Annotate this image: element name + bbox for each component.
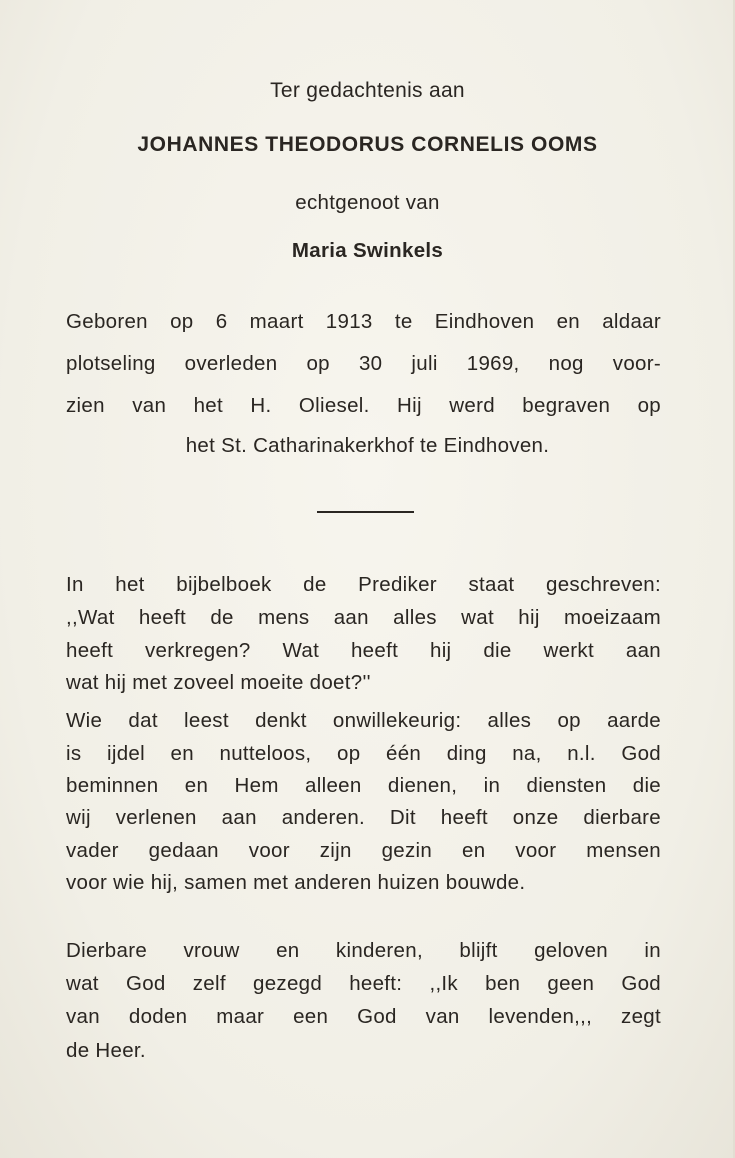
reflection-line: beminnen en Hem alleen dienen, in diensten die [66, 774, 661, 797]
quote-line: heeft verkregen? Wat heeft hij die werkt aan [66, 639, 661, 662]
divider [317, 511, 414, 513]
quote-line: wat hij met zoveel moeite doet?'' [66, 671, 371, 694]
closing-line: de Heer. [66, 1039, 146, 1062]
closing-line: Dierbare vrouw en kinderen, blijft geloven in [66, 939, 661, 962]
spouse-name: Maria Swinkels [291, 239, 444, 262]
reflection-line: Wie dat leest denkt onwillekeurig: alles op aarde [66, 709, 661, 732]
spouse-label: echtgenoot van [295, 191, 440, 214]
deceased-name: JOHANNES THEODORUS CORNELIS OOMS [137, 133, 598, 156]
reflection-line: wij verlenen aan anderen. Dit heeft onze dierbare [66, 806, 661, 829]
biography-line: het St. Catharinakerkhof te Eindhoven. [185, 434, 550, 457]
reflection-line: vader gedaan voor zijn gezin en voor mensen [66, 839, 661, 862]
memorial-heading: Ter gedachtenis aan [270, 79, 465, 102]
closing-line: wat God zelf gezegd heeft: ,,Ik ben geen God [66, 972, 661, 995]
closing-line: van doden maar een God van levenden,,, zegt [66, 1005, 661, 1028]
biography-line: Geboren op 6 maart 1913 te Eindhoven en aldaar [66, 310, 661, 333]
quote-line: ,,Wat heeft de mens aan alles wat hij moeizaam [66, 606, 661, 629]
biography-line: plotseling overleden op 30 juli 1969, nog voor- [66, 352, 661, 375]
reflection-line: is ijdel en nutteloos, op één ding na, n.l. God [66, 742, 661, 765]
reflection-line: voor wie hij, samen met anderen huizen bouwde. [66, 871, 526, 894]
quote-line: In het bijbelboek de Prediker staat geschreven: [66, 573, 661, 596]
biography-line: zien van het H. Oliesel. Hij werd begraven op [66, 394, 661, 417]
